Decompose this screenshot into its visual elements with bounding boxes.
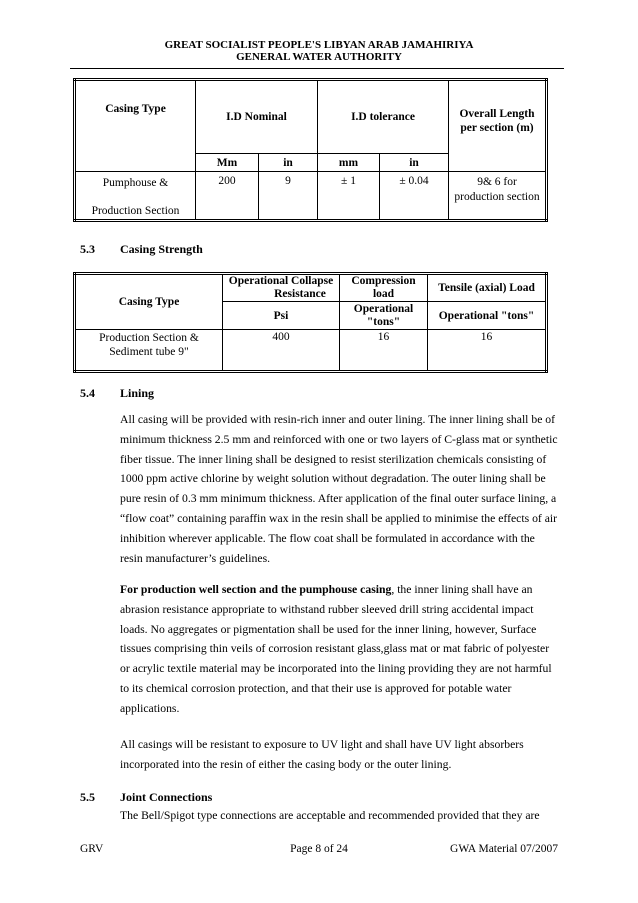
- header-compression-load: [340, 274, 428, 302]
- header-compression-line-2: load: [372, 288, 395, 300]
- lining-paragraph-1: All casing will be provided with resin-rich inner and outer lining. The inner lining shall be of minimum thickness 2.5 mm and reinforced with one or two layers of C-glass mat or synthetic fiber tissue. The inner lining shall be designed to resist sterilization chemicals consisting of 1000 ppm active chlorine by weight solution without degradation. The outer lining shall be pure resin of 0.3 mm minimum thickness. After application of the final outer surface lining, a “flow coat” containing paraffin wax in the resin shall be applied to minimise the effects of air inhibition wherever applicable. The flow coat shall be formulated in accordance with the resin manufacturer’s guidelines.: [120, 413, 558, 565]
- unit-tol-mm: mm: [318, 154, 380, 172]
- header-collapse-line-1: Operational Collapse: [228, 275, 334, 287]
- cell-overall-length-line-2: production section: [454, 191, 540, 203]
- joint-connections-paragraph: The Bell/Spigot type connections are acceptable and recommended provided that they are: [120, 809, 540, 822]
- header-casing-type: Casing Type: [75, 274, 223, 330]
- section-5-4-title: Lining: [120, 386, 155, 400]
- unit-compression-tons-line-1: Operational: [353, 302, 414, 315]
- cell-casing-type-line-1: Pumphouse &: [102, 177, 169, 189]
- lining-paragraph-3: All casings will be resistant to exposure to UV light and shall have UV light absorbers incorporated into the resin of either the casing body or the outer lining.: [120, 738, 524, 771]
- section-5-5-title: Joint Connections: [120, 790, 213, 804]
- cell-casing-type-line-2: Production Section: [91, 205, 180, 217]
- casing-strength-table: [73, 272, 548, 373]
- cell-tol-mm: ± 1: [318, 172, 380, 221]
- cell-overall-length: [449, 172, 547, 221]
- header-id-tolerance: I.D tolerance: [318, 80, 449, 154]
- cell-id-mm: 200: [196, 172, 259, 221]
- lining-paragraph-2-lead: For production well section and the pumphouse casing: [120, 583, 392, 596]
- header-casing-type: Casing Type: [75, 80, 196, 172]
- header-line-1: GREAT SOCIALIST PEOPLE'S LIBYAN ARAB JAMAHIRIYA: [164, 39, 474, 51]
- lining-paragraph-2-body: , the inner lining shall have an abrasion resistance appropriate to withstand rubber sleeved drill string accidental impact loads. No aggregates or pigmentation shall be used for the inner lining, however, Surface tissues comprising thin veils of corrosion resistant glass,glass mat or mat fabric of polyester or acrylic textile material may be incorporated into the lining providing they are not harmful to its chemical corrosion protection, and that their use is approved for potable water applications.: [120, 583, 552, 715]
- cell-overall-length-line-1: 9& 6 for: [477, 176, 517, 188]
- unit-id-in: in: [259, 154, 318, 172]
- table-row: [75, 330, 547, 372]
- unit-psi: Psi: [223, 302, 340, 330]
- header-id-nominal: I.D Nominal: [196, 80, 318, 154]
- unit-compression-tons-line-2: "tons": [366, 315, 401, 328]
- header-line-2: GENERAL WATER AUTHORITY: [236, 51, 402, 63]
- section-5-3-number: 5.3: [80, 242, 95, 256]
- cell-tensile: 16: [428, 330, 547, 372]
- cell-compression: 16: [340, 330, 428, 372]
- section-5-4-number: 5.4: [80, 386, 95, 400]
- unit-tol-in: in: [380, 154, 449, 172]
- header-overall-length-line-2: per section (m): [460, 122, 534, 134]
- header-tensile-load: Tensile (axial) Load: [428, 274, 547, 302]
- lining-paragraph-2: [120, 580, 560, 719]
- cell-casing-type: [75, 172, 196, 221]
- header-collapse-line-2: Resistance: [274, 288, 326, 300]
- cell-casing-type-line-1: Production Section &: [99, 332, 199, 344]
- header-overall-length: [449, 80, 547, 172]
- cell-tol-in: ± 0.04: [380, 172, 449, 221]
- header-overall-length-line-1: Overall Length: [459, 108, 535, 120]
- cell-casing-type: [75, 330, 223, 372]
- section-5-3-title: Casing Strength: [120, 242, 203, 256]
- cell-collapse: 400: [223, 330, 340, 372]
- footer-page-number: Page 8 of 24: [290, 843, 348, 855]
- footer-left: GRV: [80, 843, 104, 855]
- footer-right: GWA Material 07/2007: [450, 843, 558, 855]
- cell-id-in: 9: [259, 172, 318, 221]
- unit-tensile-tons: Operational "tons": [428, 302, 547, 330]
- unit-compression-tons: [340, 302, 428, 330]
- header-collapse-resistance: [223, 274, 340, 302]
- cell-casing-type-line-2: Sediment tube 9": [109, 346, 189, 358]
- casing-dimensions-table: [73, 78, 548, 222]
- header-compression-line-1: Compression: [351, 275, 416, 287]
- table-row: [75, 172, 547, 221]
- unit-id-mm: Mm: [196, 154, 259, 172]
- section-5-5-number: 5.5: [80, 790, 95, 804]
- header-divider: [70, 68, 564, 69]
